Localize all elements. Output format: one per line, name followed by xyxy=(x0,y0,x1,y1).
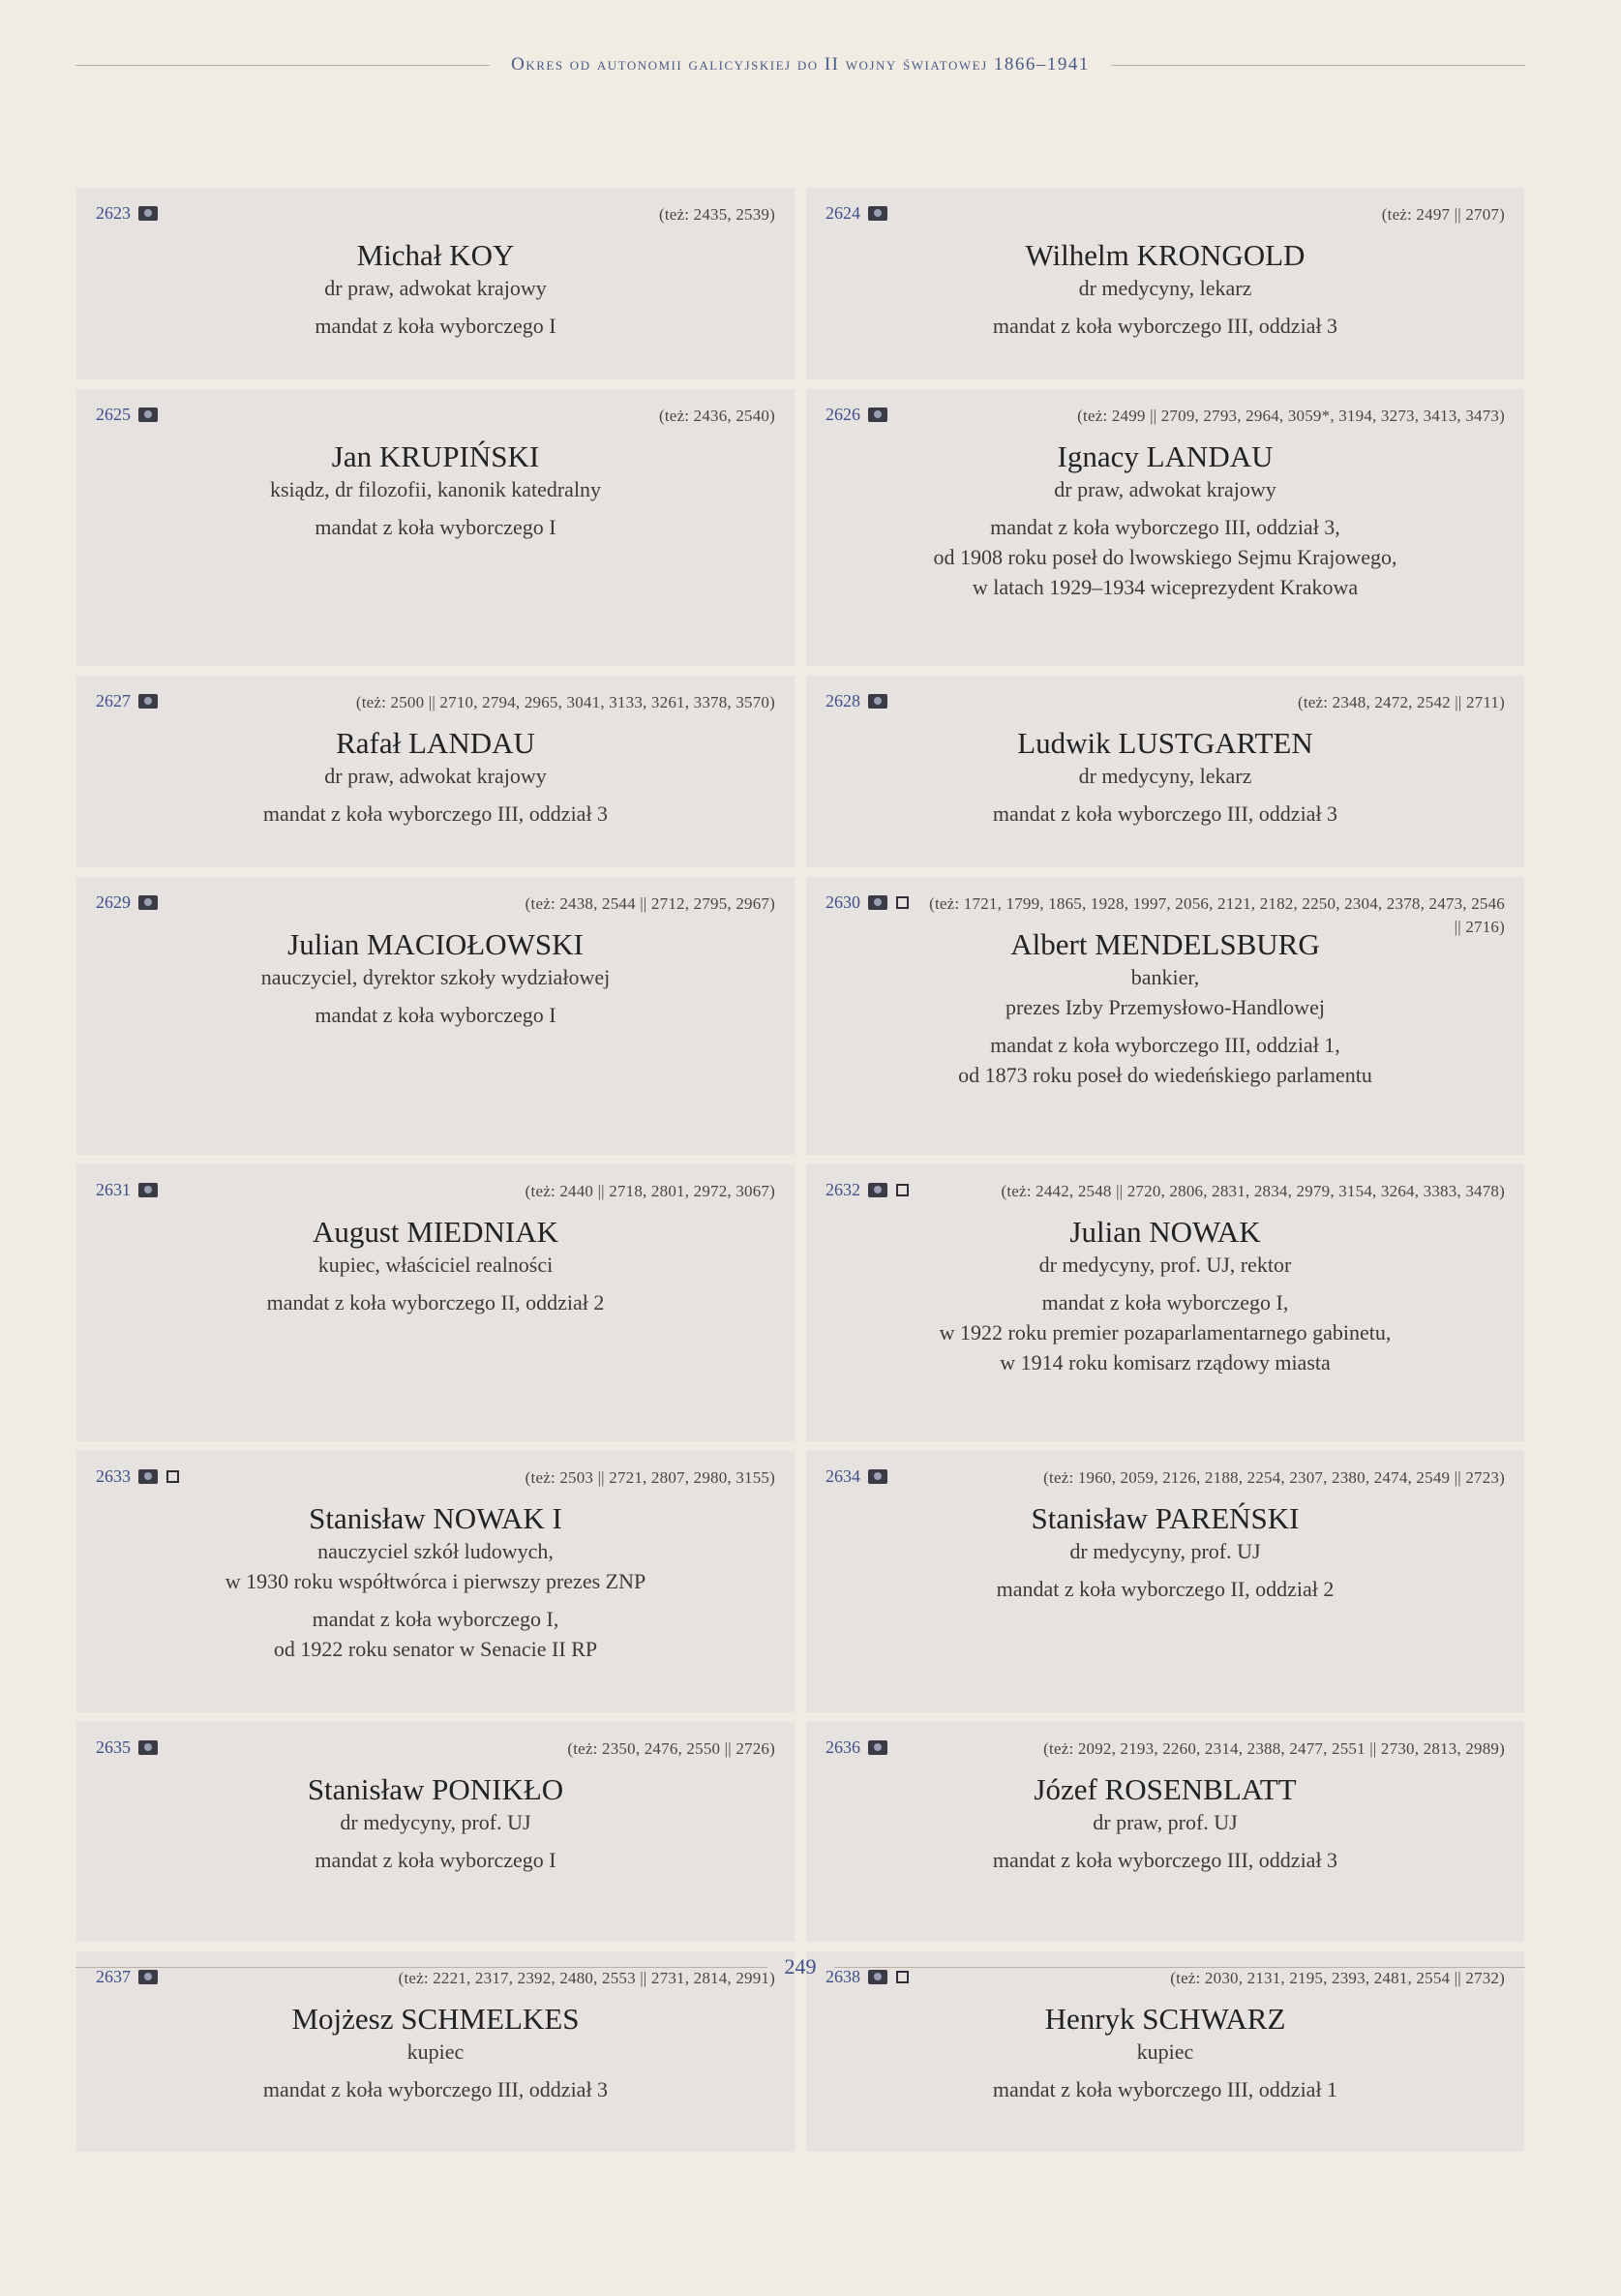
entry-card xyxy=(76,1164,795,1441)
cross-reference: (też: 1721, 1799, 1865, 1928, 1997, 2056, 2121, 2182, 2250, 2304, 2378, 2473, 2546 || 2716) xyxy=(929,894,1505,936)
person-description: dr medycyny, lekarz xyxy=(1078,764,1252,788)
entry-number-group xyxy=(96,405,158,425)
cross-reference: (też: 1960, 2059, 2126, 2188, 2254, 2307, 2380, 2474, 2549 || 2723) xyxy=(1043,1468,1505,1487)
entry-body xyxy=(96,1772,775,1875)
entry-number-group xyxy=(96,892,158,913)
cross-reference: (też: 2500 || 2710, 2794, 2965, 3041, 3133, 3261, 3378, 3570) xyxy=(355,693,775,711)
entry-header xyxy=(826,1164,1505,1219)
camera-icon xyxy=(138,1183,158,1197)
entry-number-group xyxy=(96,1466,179,1487)
spacer xyxy=(826,2067,1505,2074)
camera-icon xyxy=(868,895,887,910)
person-name: Michał KOY xyxy=(356,238,515,272)
entry-header xyxy=(96,1164,775,1219)
entry-body xyxy=(96,927,775,1030)
entry-number-group xyxy=(96,203,158,224)
entry-number-group xyxy=(826,1180,909,1200)
person-description: dr medycyny, prof. UJ xyxy=(1069,1539,1261,1563)
entry-number: 2634 xyxy=(826,1466,860,1486)
person-name: Stanisław PONIKŁO xyxy=(307,1772,564,1806)
camera-icon xyxy=(138,206,158,221)
cross-reference: (też: 2435, 2539) xyxy=(658,205,775,224)
entry-body xyxy=(826,238,1505,341)
mandate-line: mandat z koła wyborczego I, xyxy=(1041,1290,1289,1314)
entry-body xyxy=(96,1501,775,1664)
entry-number-group xyxy=(826,405,887,425)
person-name: Józef ROSENBLATT xyxy=(1034,1772,1297,1806)
entry-number: 2631 xyxy=(96,1180,131,1199)
camera-icon xyxy=(868,206,887,221)
person-name: Wilhelm KRONGOLD xyxy=(1025,238,1306,272)
footer-rule-left xyxy=(75,1967,767,1968)
entry-card xyxy=(806,188,1524,379)
cross-reference: (też: 2092, 2193, 2260, 2314, 2388, 2477, 2551 || 2730, 2813, 2989) xyxy=(1043,1739,1505,1758)
entry-card xyxy=(76,1722,795,1942)
person-name: August MIEDNIAK xyxy=(312,1215,558,1249)
entry-header xyxy=(826,676,1505,730)
entry-number: 2623 xyxy=(96,203,131,223)
spacer xyxy=(96,303,775,311)
spacer xyxy=(826,791,1505,799)
person-description: dr praw, adwokat krajowy xyxy=(324,764,547,788)
spacer xyxy=(826,303,1505,311)
entry-number: 2637 xyxy=(96,1967,131,1986)
entry-card xyxy=(806,676,1524,867)
entry-header xyxy=(826,1722,1505,1776)
mandate-line: mandat z koła wyborczego III, oddział 3 xyxy=(262,2077,609,2101)
entry-number: 2625 xyxy=(96,405,131,424)
entry-number: 2630 xyxy=(826,892,860,912)
entry-card xyxy=(806,1164,1524,1441)
person-description: bankier, xyxy=(1130,965,1200,989)
person-description: kupiec xyxy=(406,2039,465,2064)
header-rule-left xyxy=(75,65,490,66)
entry-body xyxy=(96,439,775,542)
person-description: dr medycyny, lekarz xyxy=(1078,276,1252,300)
mandate-line: mandat z koła wyborczego III, oddział 1 xyxy=(992,2077,1338,2101)
entry-header xyxy=(96,1722,775,1776)
entry-header xyxy=(96,877,775,931)
spacer xyxy=(826,1280,1505,1287)
person-name: Henryk SCHWARZ xyxy=(1044,2002,1286,2036)
person-description: nauczyciel, dyrektor szkoły wydziałowej xyxy=(260,965,611,989)
entry-number: 2629 xyxy=(96,892,131,912)
spacer xyxy=(96,791,775,799)
person-description: kupiec, właściciel realności xyxy=(317,1253,554,1277)
entry-number: 2627 xyxy=(96,691,131,710)
spacer xyxy=(826,504,1505,512)
person-description: dr praw, adwokat krajowy xyxy=(1054,477,1276,501)
entry-number-group xyxy=(826,1737,887,1758)
person-name: Ignacy LANDAU xyxy=(1057,439,1274,473)
mandate-line: mandat z koła wyborczego III, oddział 3, xyxy=(990,515,1340,539)
mandate-line: mandat z koła wyborczego III, oddział 3 xyxy=(992,314,1338,338)
person-name: Jan KRUPIŃSKI xyxy=(331,439,540,473)
entry-body xyxy=(826,1501,1505,1604)
person-description: w 1930 roku współtwórca i pierwszy prezes ZNP xyxy=(225,1569,646,1593)
entry-number-group xyxy=(826,203,887,224)
entry-header xyxy=(826,188,1505,242)
spacer xyxy=(96,504,775,512)
person-name: Stanisław PAREŃSKI xyxy=(1031,1501,1300,1535)
footer-rule-right xyxy=(834,1967,1526,1968)
entry-body xyxy=(826,1772,1505,1875)
page-footer xyxy=(75,1948,1525,1986)
spacer xyxy=(826,1022,1505,1030)
square-icon xyxy=(896,1184,909,1196)
entry-card xyxy=(76,877,795,1155)
person-description: dr medycyny, prof. UJ, rektor xyxy=(1038,1253,1292,1277)
entry-body xyxy=(826,726,1505,829)
spacer xyxy=(826,1566,1505,1574)
camera-icon xyxy=(868,408,887,422)
entry-card xyxy=(806,877,1524,1155)
camera-icon xyxy=(868,1740,887,1755)
cross-reference: (też: 2221, 2317, 2392, 2480, 2553 || 2731, 2814, 2991) xyxy=(398,1969,775,1987)
mandate-line: w latach 1929–1934 wiceprezydent Krakowa xyxy=(972,575,1359,599)
entry-card xyxy=(76,389,795,666)
spacer xyxy=(96,1280,775,1287)
mandate-line: mandat z koła wyborczego I xyxy=(315,515,556,539)
mandate-line: mandat z koła wyborczego III, oddział 3 xyxy=(992,1848,1338,1872)
entry-body xyxy=(826,927,1505,1090)
cross-reference: (też: 2440 || 2718, 2801, 2972, 3067) xyxy=(525,1182,775,1200)
person-name: Albert MENDELSBURG xyxy=(1010,927,1320,961)
entry-body xyxy=(826,1215,1505,1377)
camera-icon xyxy=(868,1469,887,1484)
person-description: prezes Izby Przemysłowo-Handlowej xyxy=(1006,995,1325,1019)
camera-icon xyxy=(138,895,158,910)
cross-reference: (też: 2503 || 2721, 2807, 2980, 3155) xyxy=(525,1468,775,1487)
person-description: nauczyciel szkół ludowych, xyxy=(317,1539,554,1563)
person-name: Julian NOWAK xyxy=(1069,1215,1261,1249)
entry-number: 2624 xyxy=(826,203,860,223)
page-number: 249 xyxy=(784,1954,817,1979)
entry-number: 2628 xyxy=(826,691,860,710)
cross-reference: (też: 2436, 2540) xyxy=(658,407,775,425)
cross-reference: (też: 2030, 2131, 2195, 2393, 2481, 2554 || 2732) xyxy=(1170,1969,1505,1987)
entry-number: 2636 xyxy=(826,1737,860,1757)
entry-card xyxy=(76,676,795,867)
entry-number-group xyxy=(96,691,158,711)
camera-icon xyxy=(138,1469,158,1484)
mandate-line: mandat z koła wyborczego III, oddział 1, xyxy=(990,1033,1340,1057)
mandate-line: od 1922 roku senator w Senacie II RP xyxy=(273,1637,598,1661)
square-icon xyxy=(896,896,909,909)
entries-grid xyxy=(76,188,1524,2152)
entry-number-group xyxy=(826,1466,887,1487)
entry-header xyxy=(826,389,1505,443)
spacer xyxy=(96,1596,775,1604)
mandate-line: mandat z koła wyborczego II, oddział 2 xyxy=(996,1577,1335,1601)
square-icon xyxy=(166,1470,179,1483)
person-name: Rafał LANDAU xyxy=(336,726,535,760)
spacer xyxy=(96,1837,775,1845)
entry-body xyxy=(96,1215,775,1317)
cross-reference: (też: 2497 || 2707) xyxy=(1381,205,1505,224)
mandate-line: mandat z koła wyborczego III, oddział 3 xyxy=(262,801,609,826)
mandate-line: mandat z koła wyborczego II, oddział 2 xyxy=(266,1290,605,1314)
camera-icon xyxy=(868,1183,887,1197)
mandate-line: mandat z koła wyborczego I, xyxy=(312,1607,559,1631)
person-name: Stanisław NOWAK I xyxy=(309,1501,562,1535)
running-header xyxy=(75,50,1525,79)
entry-body xyxy=(826,2002,1505,2104)
entry-header xyxy=(96,389,775,443)
entry-card xyxy=(76,188,795,379)
spacer xyxy=(96,2067,775,2074)
entry-number: 2638 xyxy=(826,1967,860,1986)
mandate-line: mandat z koła wyborczego I xyxy=(315,314,556,338)
person-description: dr medycyny, prof. UJ xyxy=(340,1810,531,1834)
person-description: kupiec xyxy=(1136,2039,1194,2064)
person-description: ksiądz, dr filozofii, kanonik katedralny xyxy=(269,477,602,501)
camera-icon xyxy=(138,408,158,422)
camera-icon xyxy=(138,1740,158,1755)
entry-number: 2632 xyxy=(826,1180,860,1199)
mandate-line: w 1914 roku komisarz rządowy miasta xyxy=(1000,1350,1331,1375)
entry-body xyxy=(96,238,775,341)
entry-header xyxy=(96,188,775,242)
entry-number: 2626 xyxy=(826,405,860,424)
mandate-line: od 1873 roku poseł do wiedeńskiego parlamentu xyxy=(958,1063,1372,1087)
entry-card xyxy=(806,389,1524,666)
camera-icon xyxy=(138,694,158,709)
entry-header xyxy=(96,1451,775,1505)
entry-body xyxy=(826,439,1505,602)
mandate-line: od 1908 roku poseł do lwowskiego Sejmu Krajowego, xyxy=(933,545,1397,569)
mandate-line: mandat z koła wyborczego I xyxy=(315,1848,556,1872)
entry-card xyxy=(76,1451,795,1712)
entry-number-group xyxy=(826,691,887,711)
entry-number: 2635 xyxy=(96,1737,131,1757)
person-description: dr praw, adwokat krajowy xyxy=(324,276,547,300)
header-rule-right xyxy=(1111,65,1525,66)
entry-number-group xyxy=(96,1737,158,1758)
camera-icon xyxy=(868,694,887,709)
entry-number: 2633 xyxy=(96,1466,131,1486)
entry-number-group xyxy=(826,892,909,913)
header-title: Okres od autonomii galicyjskiej do II wojny światowej 1866–1941 xyxy=(511,54,1090,75)
person-name: Mojżesz SCHMELKES xyxy=(291,2002,580,2036)
entry-number-group xyxy=(96,1180,158,1200)
person-description: dr praw, prof. UJ xyxy=(1093,1810,1238,1834)
mandate-line: mandat z koła wyborczego I xyxy=(315,1003,556,1027)
entry-header xyxy=(826,1451,1505,1505)
person-name: Ludwik LUSTGARTEN xyxy=(1017,726,1313,760)
entry-card xyxy=(806,1722,1524,1942)
entry-body xyxy=(96,2002,775,2104)
entry-body xyxy=(96,726,775,829)
spacer xyxy=(96,992,775,1000)
mandate-line: mandat z koła wyborczego III, oddział 3 xyxy=(992,801,1338,826)
cross-reference: (też: 2499 || 2709, 2793, 2964, 3059*, 3194, 3273, 3413, 3473) xyxy=(1077,407,1505,425)
entry-card xyxy=(806,1451,1524,1712)
cross-reference: (też: 2438, 2544 || 2712, 2795, 2967) xyxy=(525,894,775,913)
mandate-line: w 1922 roku premier pozaparlamentarnego gabinetu, xyxy=(939,1320,1392,1344)
cross-reference: (też: 2350, 2476, 2550 || 2726) xyxy=(567,1739,775,1758)
spacer xyxy=(826,1837,1505,1845)
entry-header xyxy=(96,676,775,730)
person-name: Julian MACIOŁOWSKI xyxy=(287,927,584,961)
cross-reference: (też: 2348, 2472, 2542 || 2711) xyxy=(1298,693,1505,711)
entry-header xyxy=(826,877,1505,936)
cross-reference: (też: 2442, 2548 || 2720, 2806, 2831, 2834, 2979, 3154, 3264, 3383, 3478) xyxy=(1001,1182,1505,1200)
